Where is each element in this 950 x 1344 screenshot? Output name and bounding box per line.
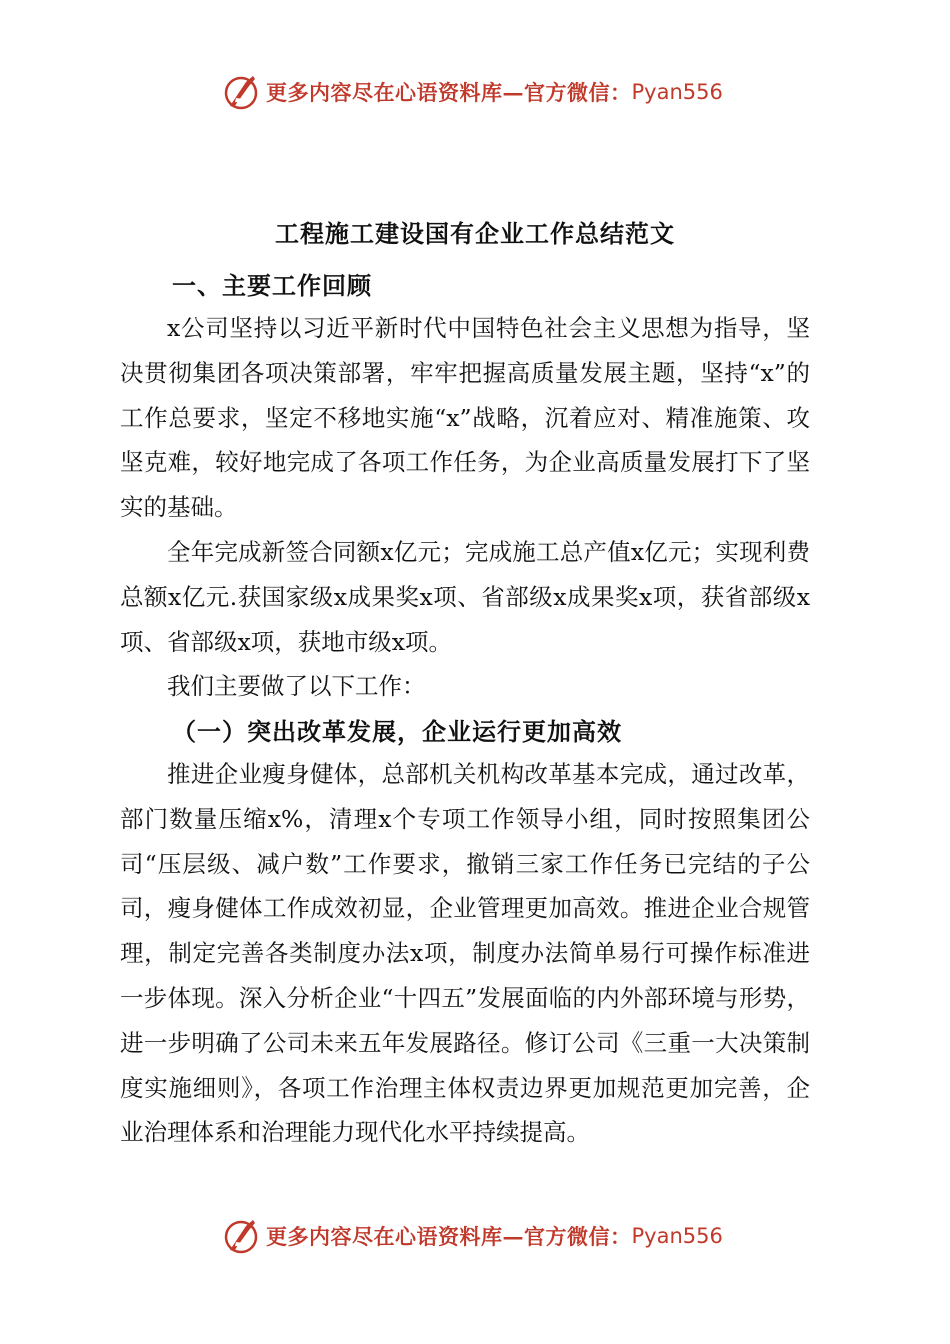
watermark-wechat-id: Pyan556 bbox=[631, 80, 723, 104]
watermark-text: 更多内容尽在心语资料库—官方微信： bbox=[266, 1224, 632, 1249]
watermark-banner-bottom bbox=[222, 1214, 723, 1258]
document-title: 工程施工建设国有企业工作总结范文 bbox=[275, 220, 675, 248]
watermark-banner-top bbox=[222, 70, 723, 114]
pen-logo-icon bbox=[222, 1216, 262, 1256]
paragraph: 我们主要做了以下工作： bbox=[167, 672, 426, 700]
watermark-wechat-id: Pyan556 bbox=[631, 1224, 723, 1248]
subsection-heading: （一）突出改革发展，企业运行更加高效 bbox=[172, 718, 622, 746]
watermark-text: 更多内容尽在心语资料库—官方微信： bbox=[266, 80, 632, 105]
paragraph: 推进企业瘦身健体，总部机关机构改革基本完成，通过改革，部门数量压缩x%，清理x个专项工作领导小组，同时按照集团公司“压层级、减户数”工作要求，撤销三家工作任务已完结的子公司，瘦身健体工作成效初显，企业管理更加高效。推进企业合规管理，制定完善各类制度办法x项，制度办法简单易行可操作标准进一步体现。深入分析企业“十四五”发展面临的内外部环境与形势，进一步明确了公司未来五年发展路径。修订公司《三重一大决策制度实施细则》，各项工作治理主体权责边界更加规范更加完善，企业治理体系和治理能力现代化水平持续提高。 bbox=[120, 760, 810, 1147]
section-heading: 一、主要工作回顾 bbox=[172, 272, 372, 300]
paragraph: 全年完成新签合同额x亿元；完成施工总产值x亿元；实现利费总额x亿元.获国家级x成果奖x项、省部级x成果奖x项，获省部级x项、省部级x项，获地市级x项。 bbox=[120, 538, 810, 656]
paragraph: x公司坚持以习近平新时代中国特色社会主义思想为指导，坚决贯彻集团各项决策部署，牢牢把握高质量发展主题，坚持“x”的工作总要求，坚定不移地实施“x”战略，沉着应对、精准施策、攻坚克难，较好地完成了各项工作任务，为企业高质量发展打下了坚实的基础。 bbox=[120, 314, 810, 522]
pen-logo-icon bbox=[222, 72, 262, 112]
